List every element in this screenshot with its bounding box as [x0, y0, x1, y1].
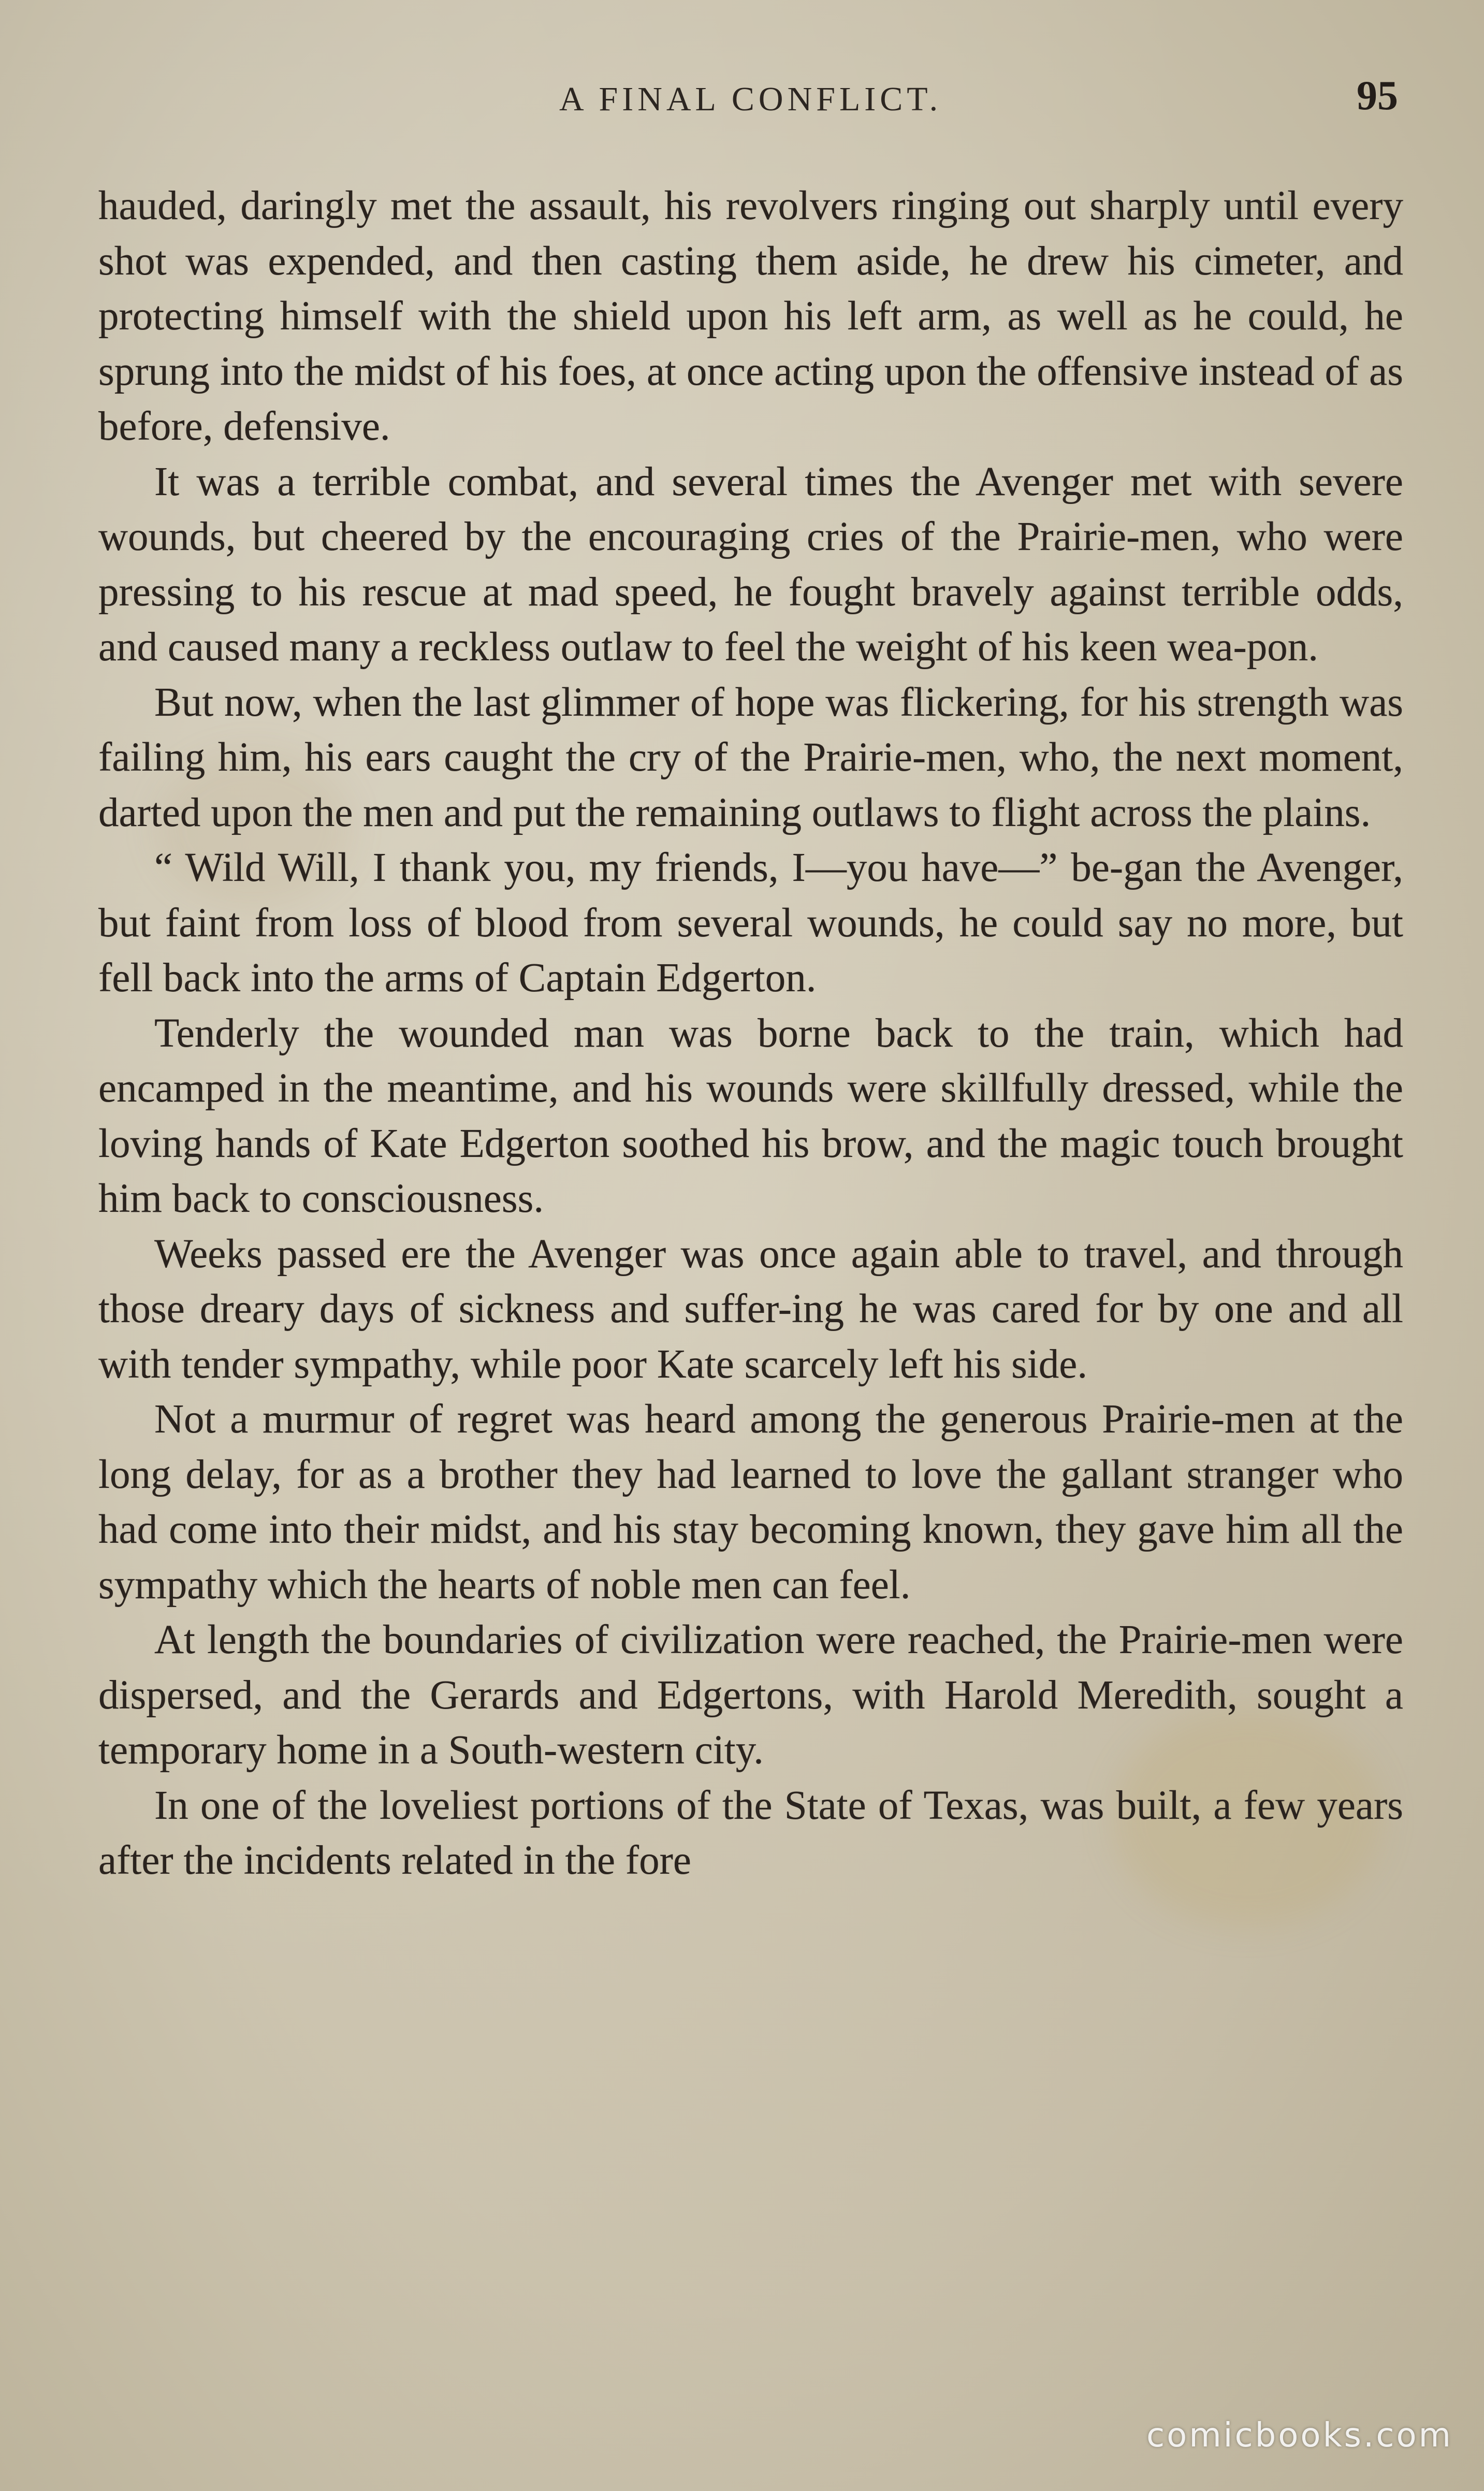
- paragraph: Not a murmur of regret was heard among the generous Prairie-men at the long delay, for as a brother they had learned to love the gallant stranger who had come into their midst, and his stay becoming known, they gave him all the sympathy which the hearts of noble men can feel.: [98, 1397, 1403, 1607]
- paragraph: “ Wild Will, I thank you, my friends, I—you have—” be-gan the Avenger, but faint from loss of blood from several wounds, he could say no more, but fell back into the arms of Captain Edgerton.: [98, 845, 1403, 1001]
- paragraph: It was a terrible combat, and several times the Avenger met with severe wounds, but cheered by the encouraging cries of the Prairie-men, who were pressing to his rescue at mad speed, he fought bravely against terrible odds, and caused many a reckless outlaw to feel the weight of his keen wea-pon.: [98, 459, 1403, 670]
- paragraph: At length the boundaries of civilization were reached, the Prairie-men were dispersed, and the Gerards and Edgertons, with Harold Meredith, sought a temporary home in a South-western city.: [98, 1617, 1403, 1773]
- page-number: 95: [1357, 73, 1398, 119]
- page-header: [93, 73, 1408, 129]
- watermark: comicbooks.com: [1146, 2416, 1453, 2455]
- paragraph: In one of the loveliest portions of the State of Texas, was built, a few years after the incidents related in the fore: [98, 1783, 1403, 1883]
- paragraph: Weeks passed ere the Avenger was once again able to travel, and through those dreary days of sickness and suffer-ing he was cared for by one and all with tender sympathy, while poor Kate scarcely left his side.: [98, 1231, 1403, 1387]
- body-text: [98, 179, 1403, 1889]
- running-head: A FINAL CONFLICT.: [559, 80, 942, 118]
- paragraph: hauded, daringly met the assault, his revolvers ringing out sharply until every shot was expended, and then casting them aside, he drew his cimeter, and protecting himself with the shield upon his left arm, as well as he could, he sprung into the midst of his foes, at once acting upon the offensive instead of as before, defensive.: [98, 183, 1403, 449]
- paragraph: But now, when the last glimmer of hope was flickering, for his strength was failing him, his ears caught the cry of the Prairie-men, who, the next moment, darted upon the men and put the remaining outlaws to flight across the plains.: [98, 679, 1403, 835]
- paragraph: Tenderly the wounded man was borne back to the train, which had encamped in the meantime, and his wounds were skillfully dressed, while the loving hands of Kate Edgerton soothed his brow, and the magic touch brought him back to consciousness.: [98, 1010, 1403, 1221]
